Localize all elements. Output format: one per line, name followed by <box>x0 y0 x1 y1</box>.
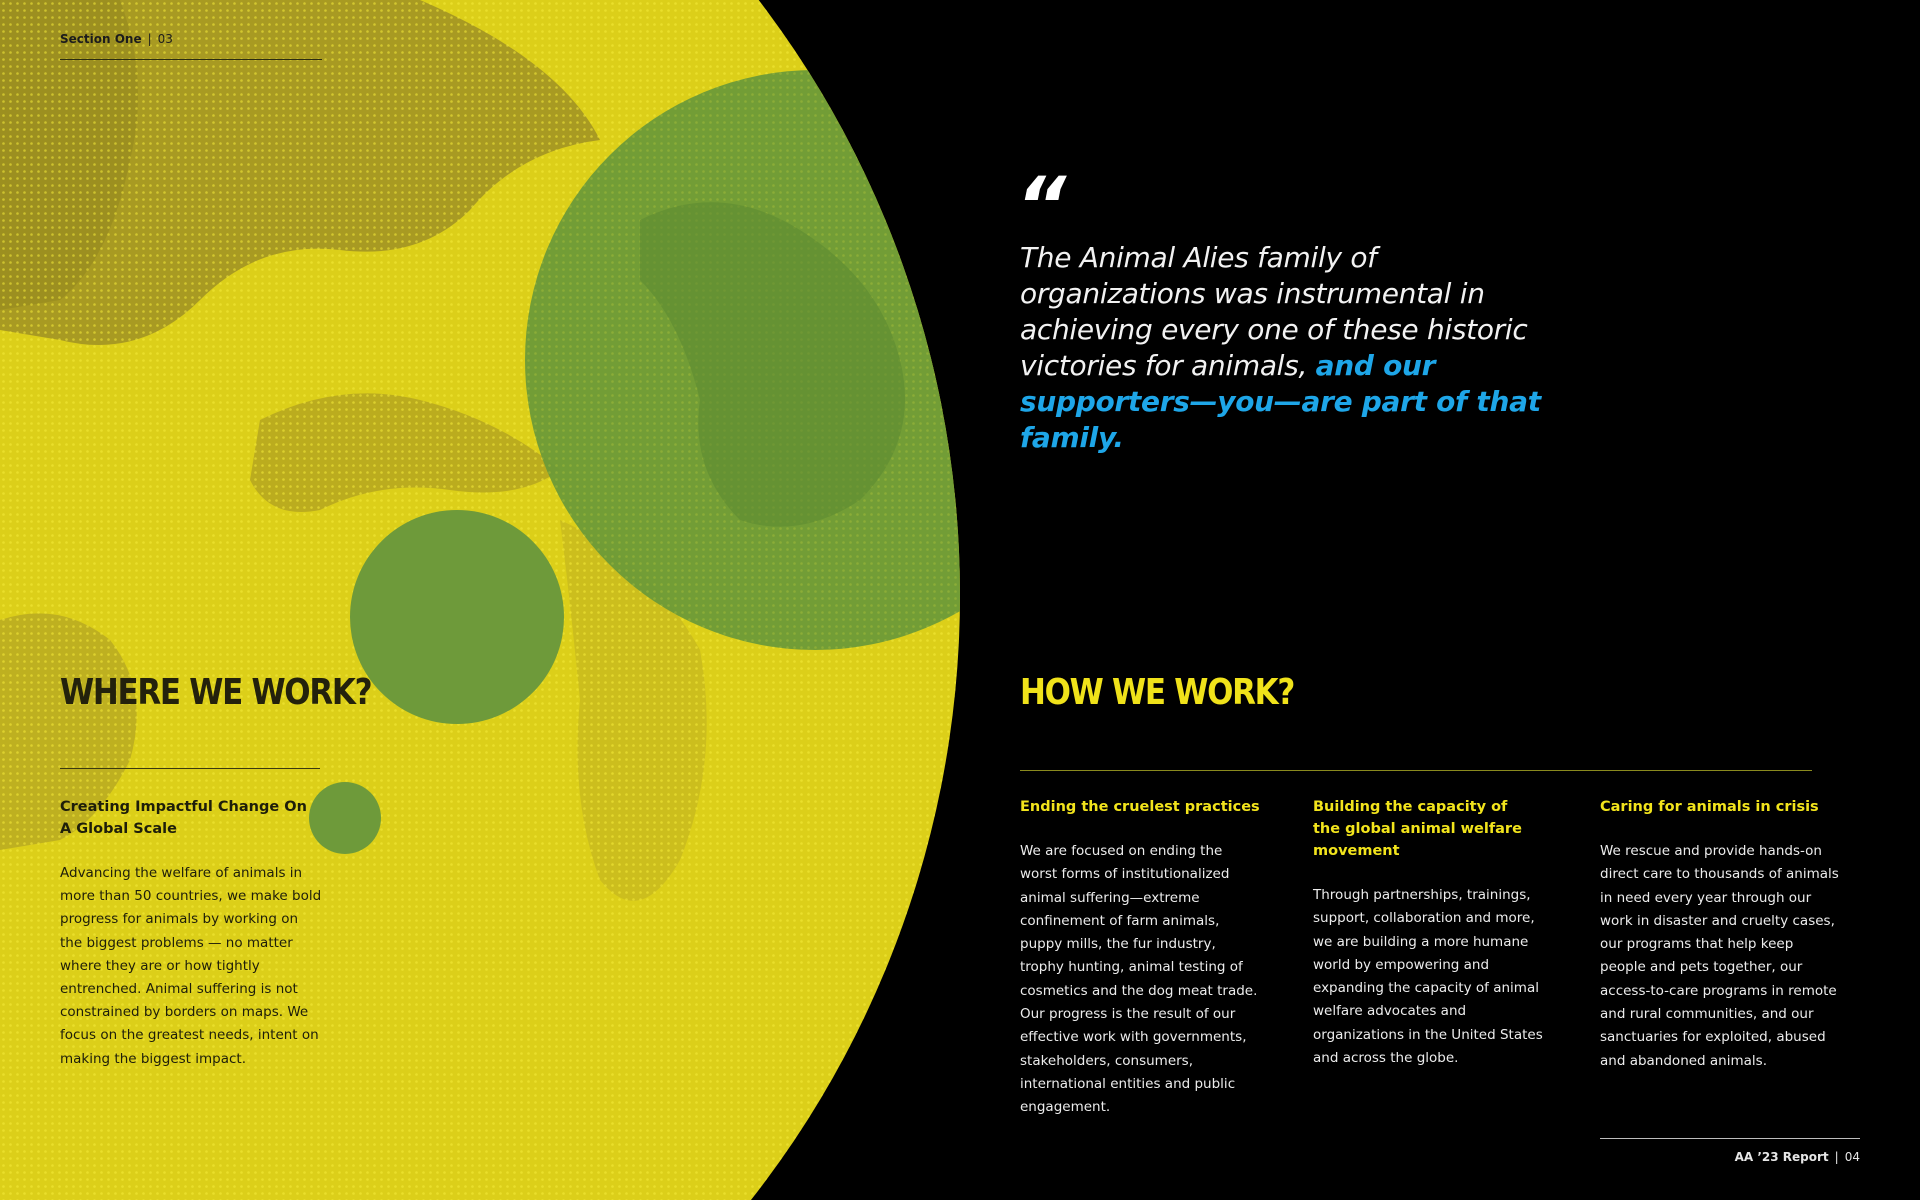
where-we-work-heading: WHERE WE WORK? <box>60 672 372 713</box>
quote-highlight: and our supporters—you—are part of that family. <box>1020 349 1541 454</box>
left-divider <box>60 768 320 769</box>
right-divider <box>1020 770 1812 771</box>
page-number-right: 04 <box>1844 1150 1860 1164</box>
how-we-work-heading: HOW WE WORK? <box>1020 672 1295 713</box>
column-1-body: We are focused on ending the worst forms of institutionalized animal suffering—extreme confinement of farm animals, puppy mills, the fur industry, trophy hunting, animal testing of cosmetics and the dog meat trade. Our progress is the result of our effective work with governments, stakeholders, consumers, international entities and public engagement. <box>1020 843 1258 1116</box>
column-3-title: Caring for animals in crisis <box>1600 799 1819 815</box>
left-subheading: Creating Impactful Change On A Global Scale <box>60 799 307 837</box>
section-header <box>60 32 173 46</box>
page-number-left: 03 <box>157 32 173 46</box>
footer-separator: | <box>1834 1150 1839 1164</box>
header-separator: | <box>147 32 152 46</box>
quote-text: The Animal Alies family of organizations was instrumental in achieving every one of these historic victories for animals, <box>1020 241 1528 382</box>
quote-mark-icon: “ <box>1016 162 1067 252</box>
report-label: AA ’23 Report <box>1734 1150 1829 1164</box>
pull-quote <box>1020 240 1560 456</box>
header-rule <box>60 59 322 60</box>
section-label: Section One <box>60 32 142 46</box>
column-2-title: Building the capacity of the global animal welfare movement <box>1313 799 1522 859</box>
column-3-body: We rescue and provide hands-on direct care to thousands of animals in need every year through our work in disaster and cruelty cases, our programs that help keep people and pets together, our access-to-care programs in remote and rural communities, and our sanctuaries for exploited, abused and abandoned animals. <box>1600 843 1839 1069</box>
page-footer <box>1600 1150 1860 1164</box>
column-2-body: Through partnerships, trainings, support, collaboration and more, we are building a more humane world by empowering and expanding the capacity of animal welfare advocates and organizations in the United States and across the globe. <box>1313 887 1543 1067</box>
left-body-text: Advancing the welfare of animals in more than 50 countries, we make bold progress for animals by working on the biggest problems — no matter where they are or how tightly entrenched. Animal suffering is not constrained by borders on maps. We focus on the greatest needs, intent on making the biggest impact. <box>60 865 322 1067</box>
footer-rule <box>1600 1138 1860 1139</box>
column-1-title: Ending the cruelest practices <box>1020 799 1260 815</box>
